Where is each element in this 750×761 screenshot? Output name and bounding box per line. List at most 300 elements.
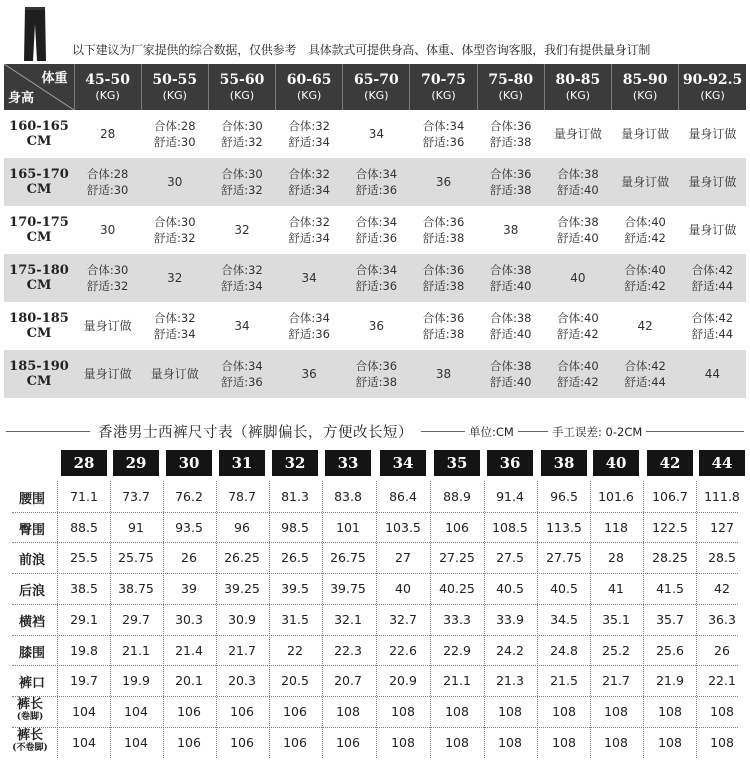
measurement-value: 20.5	[281, 673, 309, 689]
suggestion-primary: 合体:32	[288, 119, 330, 133]
measurement-value: 26	[714, 642, 730, 658]
measurement-value: 106.7	[652, 489, 688, 504]
measurement-value: 26	[181, 550, 197, 566]
measurement-grid	[0, 481, 750, 758]
measurement-value: 26.5	[281, 550, 309, 566]
measurement-value: 78.7	[228, 489, 256, 504]
size-label-badge: 28	[61, 450, 107, 476]
measurement-value: 33.3	[443, 611, 471, 627]
measurement-value: 127	[710, 519, 734, 535]
measurement-value: 24.8	[550, 642, 578, 658]
suggestion-primary: 合体:28	[86, 167, 129, 181]
suggestion-primary: 量身订做	[83, 367, 132, 381]
weight-range-label: 60-65	[286, 71, 332, 88]
suggestion-primary: 合体:40	[557, 359, 599, 373]
suggestion-primary: 合体:38	[489, 359, 532, 373]
height-range-label	[4, 158, 74, 206]
weight-range-label: 70-75	[421, 71, 466, 88]
measurement-value: 39	[181, 581, 197, 597]
height-range-label	[4, 110, 74, 158]
suggestion-primary: 合体:38	[489, 311, 532, 325]
suggestion-primary: 合体:42	[624, 359, 666, 373]
measurement-value: 35.1	[602, 611, 630, 627]
measurement-value: 26.25	[224, 550, 260, 566]
height-range-value: 175-180	[9, 263, 69, 278]
suggestion-primary: 量身订做	[688, 127, 737, 141]
suggestion-primary: 38	[435, 367, 452, 381]
height-range-value: 165-170	[9, 167, 69, 182]
size-label-badge: 35	[434, 450, 480, 476]
measurement-value: 83.8	[334, 489, 362, 504]
size-header-row	[0, 450, 750, 476]
measurement-value: 108	[498, 734, 522, 750]
suggestion-primary: 合体:34	[422, 119, 465, 133]
measurement-value: 108	[604, 703, 628, 719]
measurement-value: 86.4	[389, 489, 417, 504]
measurement-value: 96.5	[550, 489, 578, 504]
weight-header-label: 体重	[41, 71, 68, 86]
size-suggestion-cell	[679, 206, 746, 254]
weight-unit-label: (KG)	[632, 88, 658, 102]
row-separator	[12, 512, 738, 513]
suggestion-secondary: 舒适:42	[557, 375, 599, 389]
size-recommendation-table	[4, 64, 746, 398]
measurement-value: 91	[128, 519, 144, 535]
measurement-value: 101	[336, 519, 360, 535]
suggestion-primary: 38	[503, 223, 519, 237]
size-suggestion-cell	[343, 158, 410, 206]
recommendation-row	[4, 158, 746, 206]
suggestion-secondary: 舒适:32	[221, 183, 263, 197]
unit-note: 单位:CM	[465, 424, 518, 440]
measurement-value: 108	[391, 703, 415, 719]
measurement-value: 104	[124, 703, 148, 719]
measurement-value: 104	[124, 734, 148, 750]
suggestion-secondary: 舒适:36	[422, 135, 465, 149]
suggestion-secondary: 舒适:40	[557, 183, 599, 197]
suggestion-primary: 36	[435, 175, 452, 189]
size-suggestion-cell	[276, 350, 343, 398]
table-corner-header	[4, 64, 74, 110]
measurement-value: 106	[230, 703, 254, 719]
measurement-value: 20.7	[334, 673, 362, 689]
size-suggestion-cell	[276, 302, 343, 350]
suggestion-secondary: 舒适:38	[422, 279, 465, 293]
recommendation-body	[4, 110, 746, 398]
suggestion-secondary: 舒适:32	[154, 231, 196, 245]
measurement-value: 106	[336, 734, 360, 750]
suggestion-secondary: 舒适:32	[221, 135, 263, 149]
row-separator	[12, 665, 738, 666]
suggestion-primary: 合体:38	[489, 263, 532, 277]
measurement-value: 122.5	[652, 519, 688, 535]
measurement-value: 108.5	[492, 519, 528, 535]
size-label-badge: 31	[219, 450, 265, 476]
height-unit-label: CM	[26, 278, 52, 293]
height-range-label	[4, 302, 74, 350]
measurement-value: 81.3	[281, 489, 309, 504]
suggestion-secondary: 舒适:40	[557, 231, 599, 245]
suggestion-primary: 量身订做	[621, 175, 670, 189]
weight-range-header	[74, 64, 141, 110]
height-range-value: 170-175	[9, 215, 69, 230]
row-separator	[12, 635, 738, 636]
size-suggestion-cell	[141, 302, 208, 350]
measurement-value: 22.6	[389, 642, 417, 658]
row-separator	[12, 696, 738, 697]
measurement-value: 34.5	[550, 611, 578, 627]
measurement-value: 111.8	[704, 489, 740, 504]
suggestion-primary: 合体:34	[221, 359, 263, 373]
measurement-value: 42	[714, 581, 730, 597]
weight-range-label: 75-80	[488, 71, 534, 88]
size-label-badge: 30	[166, 450, 212, 476]
measurement-value: 32.7	[389, 611, 417, 627]
weight-range-label: 65-70	[353, 71, 399, 88]
size-suggestion-cell	[343, 110, 410, 158]
suggestion-primary: 合体:28	[154, 119, 196, 133]
measurement-value: 88.9	[443, 489, 471, 504]
row-separator	[12, 542, 738, 543]
measurement-value: 21.7	[602, 673, 630, 689]
suggestion-primary: 合体:42	[691, 263, 734, 277]
size-suggestion-cell	[612, 302, 679, 350]
measurement-label: 腰围	[18, 492, 45, 507]
suggestion-primary: 合体:36	[489, 119, 532, 133]
trousers-thumbnail-icon	[20, 6, 50, 62]
size-label-badge: 42	[647, 450, 693, 476]
height-unit-label: CM	[26, 182, 52, 197]
size-label-badge: 38	[541, 450, 587, 476]
measurement-value: 21.1	[443, 673, 471, 689]
measurement-value: 76.2	[175, 489, 203, 504]
recommendation-row	[4, 350, 746, 398]
measurement-value: 108	[552, 703, 576, 719]
suggestion-primary: 36	[368, 319, 384, 333]
suggestion-primary: 合体:30	[154, 215, 196, 229]
size-label-badge: 32	[272, 450, 318, 476]
suggestion-primary: 合体:32	[154, 311, 196, 325]
measurement-value: 21.9	[656, 673, 684, 689]
weight-unit-label: (KG)	[364, 88, 389, 102]
suggestion-primary: 30	[99, 223, 116, 237]
suggestion-primary: 量身订做	[688, 175, 737, 189]
suggestion-secondary: 舒适:36	[288, 327, 330, 341]
size-suggestion-cell	[208, 302, 275, 350]
measurement-value: 118	[604, 519, 628, 535]
size-suggestion-cell	[679, 110, 746, 158]
measurement-value: 108	[710, 734, 734, 750]
size-suggestion-cell	[612, 254, 679, 302]
measurement-value: 38.5	[70, 581, 98, 597]
measurement-value: 26.75	[330, 550, 366, 566]
measurement-value: 108	[336, 703, 360, 719]
size-suggestion-cell	[477, 206, 544, 254]
suggestion-primary: 合体:36	[489, 167, 532, 181]
measurement-label: 前浪	[18, 553, 45, 569]
suggestion-primary: 量身订做	[553, 127, 602, 141]
size-label-badge: 33	[325, 450, 371, 476]
size-suggestion-cell	[141, 110, 208, 158]
measurement-label: 裤口	[18, 676, 45, 692]
measurement-value: 21.3	[496, 673, 524, 689]
size-suggestion-cell	[410, 350, 477, 398]
size-suggestion-cell	[544, 110, 611, 158]
weight-unit-label: (KG)	[700, 88, 725, 102]
suggestion-primary: 44	[704, 367, 720, 381]
measurement-value: 108	[658, 734, 682, 750]
suggestion-secondary: 舒适:40	[489, 279, 532, 293]
size-suggestion-cell	[612, 158, 679, 206]
size-suggestion-cell	[477, 254, 544, 302]
size-suggestion-cell	[74, 254, 141, 302]
suggestion-primary: 合体:36	[422, 215, 465, 229]
size-suggestion-cell	[74, 302, 141, 350]
height-range-value: 160-165	[9, 119, 69, 134]
measurement-value: 27	[395, 550, 411, 566]
suggestion-primary: 合体:34	[355, 215, 398, 229]
suggestion-primary: 32	[167, 271, 183, 285]
suggestion-primary: 合体:32	[288, 215, 330, 229]
measurement-value: 32.1	[334, 611, 362, 627]
size-chart-title: 香港男士西裤尺寸表（裤脚偏长，方便改长短）	[90, 421, 421, 442]
measurement-value: 22.1	[708, 673, 736, 689]
intro-note: 以下建议为厂家提供的综合数据，仅供参考 具体款式可提供身高、体重、体型咨询客服，我们有提供量身订制	[72, 43, 651, 57]
size-suggestion-cell	[343, 254, 410, 302]
measurement-value: 27.5	[496, 550, 524, 566]
measurement-value: 41.5	[656, 581, 684, 597]
weight-range-header	[679, 64, 746, 110]
size-label-badge: 29	[113, 450, 159, 476]
measurement-value: 73.7	[122, 489, 150, 504]
measurement-value: 106	[177, 703, 201, 719]
suggestion-secondary: 舒适:42	[557, 327, 599, 341]
size-suggestion-cell	[544, 350, 611, 398]
size-label-badge: 44	[699, 450, 745, 476]
measurement-value: 39.75	[330, 581, 366, 597]
measurement-value: 103.5	[385, 519, 421, 535]
weight-range-label: 50-55	[152, 71, 198, 88]
size-suggestion-cell	[74, 158, 141, 206]
height-unit-label: CM	[26, 134, 52, 149]
suggestion-secondary: 舒适:44	[691, 327, 734, 341]
measurement-label: 臀围	[18, 522, 45, 538]
measurement-value: 29.7	[122, 611, 150, 627]
size-suggestion-cell	[544, 206, 611, 254]
row-separator	[12, 604, 738, 605]
size-suggestion-cell	[208, 158, 275, 206]
weight-range-header	[544, 64, 611, 110]
measurement-value: 25.5	[70, 550, 98, 566]
suggestion-secondary: 舒适:34	[288, 135, 330, 149]
weight-unit-label: (KG)	[431, 88, 456, 102]
suggestion-primary: 合体:40	[557, 311, 599, 325]
height-unit-label: CM	[26, 374, 52, 389]
size-suggestion-cell	[208, 110, 275, 158]
measurement-value: 21.4	[175, 642, 203, 658]
size-label-badge: 36	[487, 450, 533, 476]
suggestion-primary: 量身订做	[688, 223, 737, 237]
suggestion-secondary: 舒适:32	[86, 279, 129, 293]
measurement-label: 膝围	[18, 645, 45, 661]
weight-range-label: 45-50	[85, 71, 130, 88]
measurement-value: 108	[391, 734, 415, 750]
suggestion-primary: 34	[368, 127, 384, 141]
measurement-value: 28.5	[708, 550, 736, 566]
suggestion-secondary: 舒适:38	[355, 375, 398, 389]
measurement-value: 19.7	[70, 673, 98, 689]
size-suggestion-cell	[612, 350, 679, 398]
measurement-value: 21.7	[228, 642, 256, 658]
measurement-label	[8, 727, 52, 754]
measurement-value: 104	[72, 734, 96, 750]
size-label-badge: 34	[380, 450, 426, 476]
suggestion-primary: 合体:30	[86, 263, 129, 277]
suggestion-primary: 合体:40	[624, 263, 666, 277]
suggestion-secondary: 舒适:40	[489, 327, 532, 341]
size-suggestion-cell	[679, 302, 746, 350]
weight-unit-label: (KG)	[498, 88, 523, 102]
recommendation-row	[4, 302, 746, 350]
size-label-badge: 40	[593, 450, 639, 476]
measurement-value: 28	[608, 550, 624, 566]
measurement-value: 40	[395, 581, 411, 597]
suggestion-primary: 合体:30	[221, 119, 263, 133]
measurement-value: 22	[287, 642, 303, 658]
size-suggestion-cell	[410, 254, 477, 302]
measurement-value: 106	[283, 703, 307, 719]
suggestion-primary: 36	[301, 367, 317, 381]
size-suggestion-cell	[679, 350, 746, 398]
measurement-value: 108	[552, 734, 576, 750]
size-suggestion-cell	[477, 158, 544, 206]
measurement-value: 30.9	[228, 611, 256, 627]
suggestion-primary: 合体:34	[355, 263, 398, 277]
measurement-value: 36.3	[708, 611, 736, 627]
measurement-label: 横裆	[18, 614, 45, 630]
measurement-value: 93.5	[175, 519, 203, 535]
measurement-value: 28.25	[652, 550, 688, 566]
size-suggestion-cell	[679, 158, 746, 206]
measurement-label: 后浪	[18, 584, 45, 600]
size-suggestion-cell	[477, 350, 544, 398]
measurement-value: 106	[445, 519, 469, 535]
suggestion-secondary: 舒适:30	[154, 135, 196, 149]
suggestion-primary: 合体:36	[422, 311, 465, 325]
suggestion-primary: 28	[99, 127, 116, 141]
measurement-value: 35.7	[656, 611, 684, 627]
measurement-value: 39.5	[281, 581, 309, 597]
suggestion-secondary: 舒适:44	[691, 279, 734, 293]
suggestion-primary: 34	[234, 319, 250, 333]
size-suggestion-cell	[74, 110, 141, 158]
measurement-value: 108	[658, 703, 682, 719]
recommendation-row	[4, 206, 746, 254]
measurement-qualifier: (卷脚)	[16, 711, 44, 722]
size-suggestion-cell	[410, 206, 477, 254]
measurement-value: 106	[177, 734, 201, 750]
size-suggestion-cell	[141, 158, 208, 206]
suggestion-primary: 34	[301, 271, 317, 285]
measurement-value: 21.5	[550, 673, 578, 689]
row-separator	[12, 573, 738, 574]
measurement-value: 38.75	[118, 581, 154, 597]
weight-range-header	[410, 64, 477, 110]
measurement-value: 24.2	[496, 642, 524, 658]
suggestion-primary: 30	[167, 175, 183, 189]
suggestion-primary: 合体:40	[624, 215, 666, 229]
measurement-qualifier: (不卷脚)	[12, 742, 48, 753]
size-suggestion-cell	[343, 350, 410, 398]
weight-range-label: 80-85	[555, 71, 601, 88]
measurement-value: 106	[283, 734, 307, 750]
height-range-label	[4, 254, 74, 302]
size-suggestion-cell	[74, 206, 141, 254]
size-suggestion-cell	[141, 254, 208, 302]
size-suggestion-cell	[410, 110, 477, 158]
size-suggestion-cell	[612, 206, 679, 254]
measurement-value: 108	[498, 703, 522, 719]
height-unit-label: CM	[26, 326, 52, 341]
measurement-value: 22.3	[334, 642, 362, 658]
height-range-value: 180-185	[9, 311, 69, 326]
suggestion-secondary: 舒适:42	[624, 231, 666, 245]
measurement-value: 25.75	[118, 550, 154, 566]
measurement-value: 88.5	[70, 519, 98, 535]
measurement-value: 91.4	[496, 489, 524, 504]
suggestion-primary: 合体:42	[691, 311, 734, 325]
measurement-value: 40.5	[550, 581, 578, 597]
row-separator	[12, 727, 738, 728]
suggestion-primary: 40	[570, 271, 586, 285]
tolerance-note: 手工误差: 0-2CM	[548, 424, 646, 440]
suggestion-primary: 量身订做	[83, 319, 132, 333]
measurement-value: 98.5	[281, 519, 309, 535]
suggestion-secondary: 舒适:36	[355, 279, 398, 293]
suggestion-primary: 合体:34	[355, 167, 398, 181]
weight-range-header	[343, 64, 410, 110]
measurement-value: 27.25	[439, 550, 475, 566]
recommendation-row	[4, 254, 746, 302]
recommendation-header-row	[4, 64, 746, 110]
weight-unit-label: (KG)	[565, 88, 591, 102]
suggestion-primary: 量身订做	[621, 127, 670, 141]
suggestion-secondary: 舒适:36	[355, 231, 398, 245]
suggestion-secondary: 舒适:38	[489, 135, 532, 149]
measurement-value: 20.3	[228, 673, 256, 689]
size-suggestion-cell	[141, 206, 208, 254]
weight-range-header	[276, 64, 343, 110]
height-range-value: 185-190	[9, 359, 69, 374]
measurement-value: 108	[604, 734, 628, 750]
size-suggestion-cell	[343, 302, 410, 350]
measurement-value: 19.8	[70, 642, 98, 658]
suggestion-secondary: 舒适:42	[624, 279, 666, 293]
suggestion-primary: 42	[637, 319, 653, 333]
size-suggestion-cell	[208, 350, 275, 398]
suggestion-primary: 合体:36	[422, 263, 465, 277]
measurement-value: 108	[445, 703, 469, 719]
size-suggestion-cell	[544, 302, 611, 350]
measurement-value: 41	[608, 581, 624, 597]
measurement-value: 101.6	[598, 489, 634, 504]
height-header-label: 身高	[8, 91, 35, 106]
suggestion-secondary: 舒适:38	[489, 183, 532, 197]
measurement-value: 40.5	[496, 581, 524, 597]
size-suggestion-cell	[276, 254, 343, 302]
suggestion-primary: 合体:36	[355, 359, 398, 373]
measurement-name: 裤长	[16, 696, 43, 712]
